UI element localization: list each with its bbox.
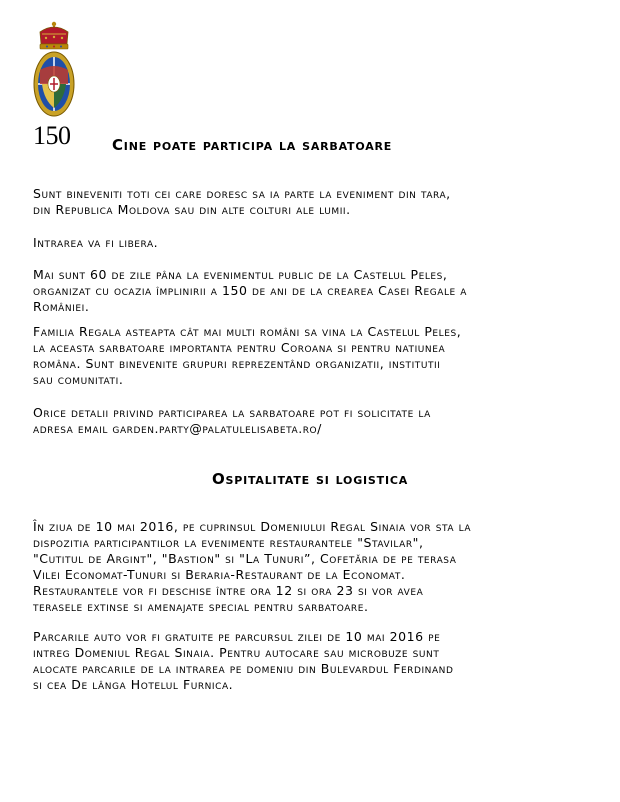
text-line: româna. Sunt binevenite grupuri reprezentând organizatii, institutii	[33, 356, 441, 371]
text-line: si cea De lânga Hotelul Furnica.	[33, 677, 234, 692]
paragraph-parking	[33, 629, 593, 693]
text-line: alocate parcarile de la intrarea pe domeniu din Bulevardul Ferdinand	[33, 661, 454, 676]
text-line: Restaurantele vor fi deschise între ora 12 si ora 23 si vor avea	[33, 583, 424, 598]
text-line: României.	[33, 299, 90, 314]
paragraph-days-left	[33, 267, 593, 315]
text-line: terasele extinse si amenajate special pentru sarbatoare.	[33, 599, 369, 614]
text-line: dispozitia participantilor la evenimente restaurantele "Stavilar",	[33, 535, 424, 550]
text-line: organizat cu ocazia împlinirii a 150 de ani de la crearea Casei Regale a	[33, 283, 468, 298]
text-line: "Cutitul de Argint", "Bastion" si "La Tunuri”, Cofetăria de pe terasa	[33, 551, 457, 566]
paragraph-royal-family	[33, 324, 593, 388]
text-line: intreg Domeniul Regal Sinaia. Pentru autocare sau microbuze sunt	[33, 645, 440, 660]
paragraph-contact	[33, 405, 593, 437]
text-line: la aceasta sarbatoare importanta pentru Coroana si pentru natiunea	[33, 340, 446, 355]
shield-icon	[34, 52, 74, 116]
crown-icon	[40, 22, 68, 49]
text-line: Parcarile auto vor fi gratuite pe parcursul zilei de 10 mai 2016 pe	[33, 629, 441, 644]
paragraph-restaurants	[33, 519, 593, 615]
paragraph-entry	[33, 235, 593, 251]
text-line: din Republica Moldova sau din alte colturi ale lumii.	[33, 202, 351, 217]
section-title-participation: Cine poate participa la sarbatoare	[112, 136, 393, 154]
section-title-hospitality: Ospitalitate si logistica	[211, 470, 409, 488]
contact-email: adresa email garden.party@palatulelisabeta.ro/	[33, 421, 322, 436]
text-line: sau comunitati.	[33, 372, 124, 387]
royal-crest-logo	[30, 20, 78, 120]
text-line: Familia Regala asteapta cât mai multi români sa vina la Castelul Peles,	[33, 324, 462, 339]
text-line: Sunt bineveniti toti cei care doresc sa ia parte la eveniment din tara,	[33, 186, 451, 201]
text-line: Orice detalii privind participarea la sarbatoare pot fi solicitate la	[33, 405, 431, 420]
paragraph-welcome	[33, 186, 593, 218]
text-line: Mai sunt 60 de zile pâna la evenimentul public de la Castelul Peles,	[33, 267, 448, 282]
anniversary-number: 150	[33, 121, 71, 150]
text-line: În ziua de 10 mai 2016, pe cuprinsul Domeniului Regal Sinaia vor sta la	[33, 519, 472, 534]
text-line: Intrarea va fi libera.	[33, 235, 159, 250]
text-line: Vilei Economat-Tunuri si Beraria-Restaurant de la Economat.	[33, 567, 406, 582]
